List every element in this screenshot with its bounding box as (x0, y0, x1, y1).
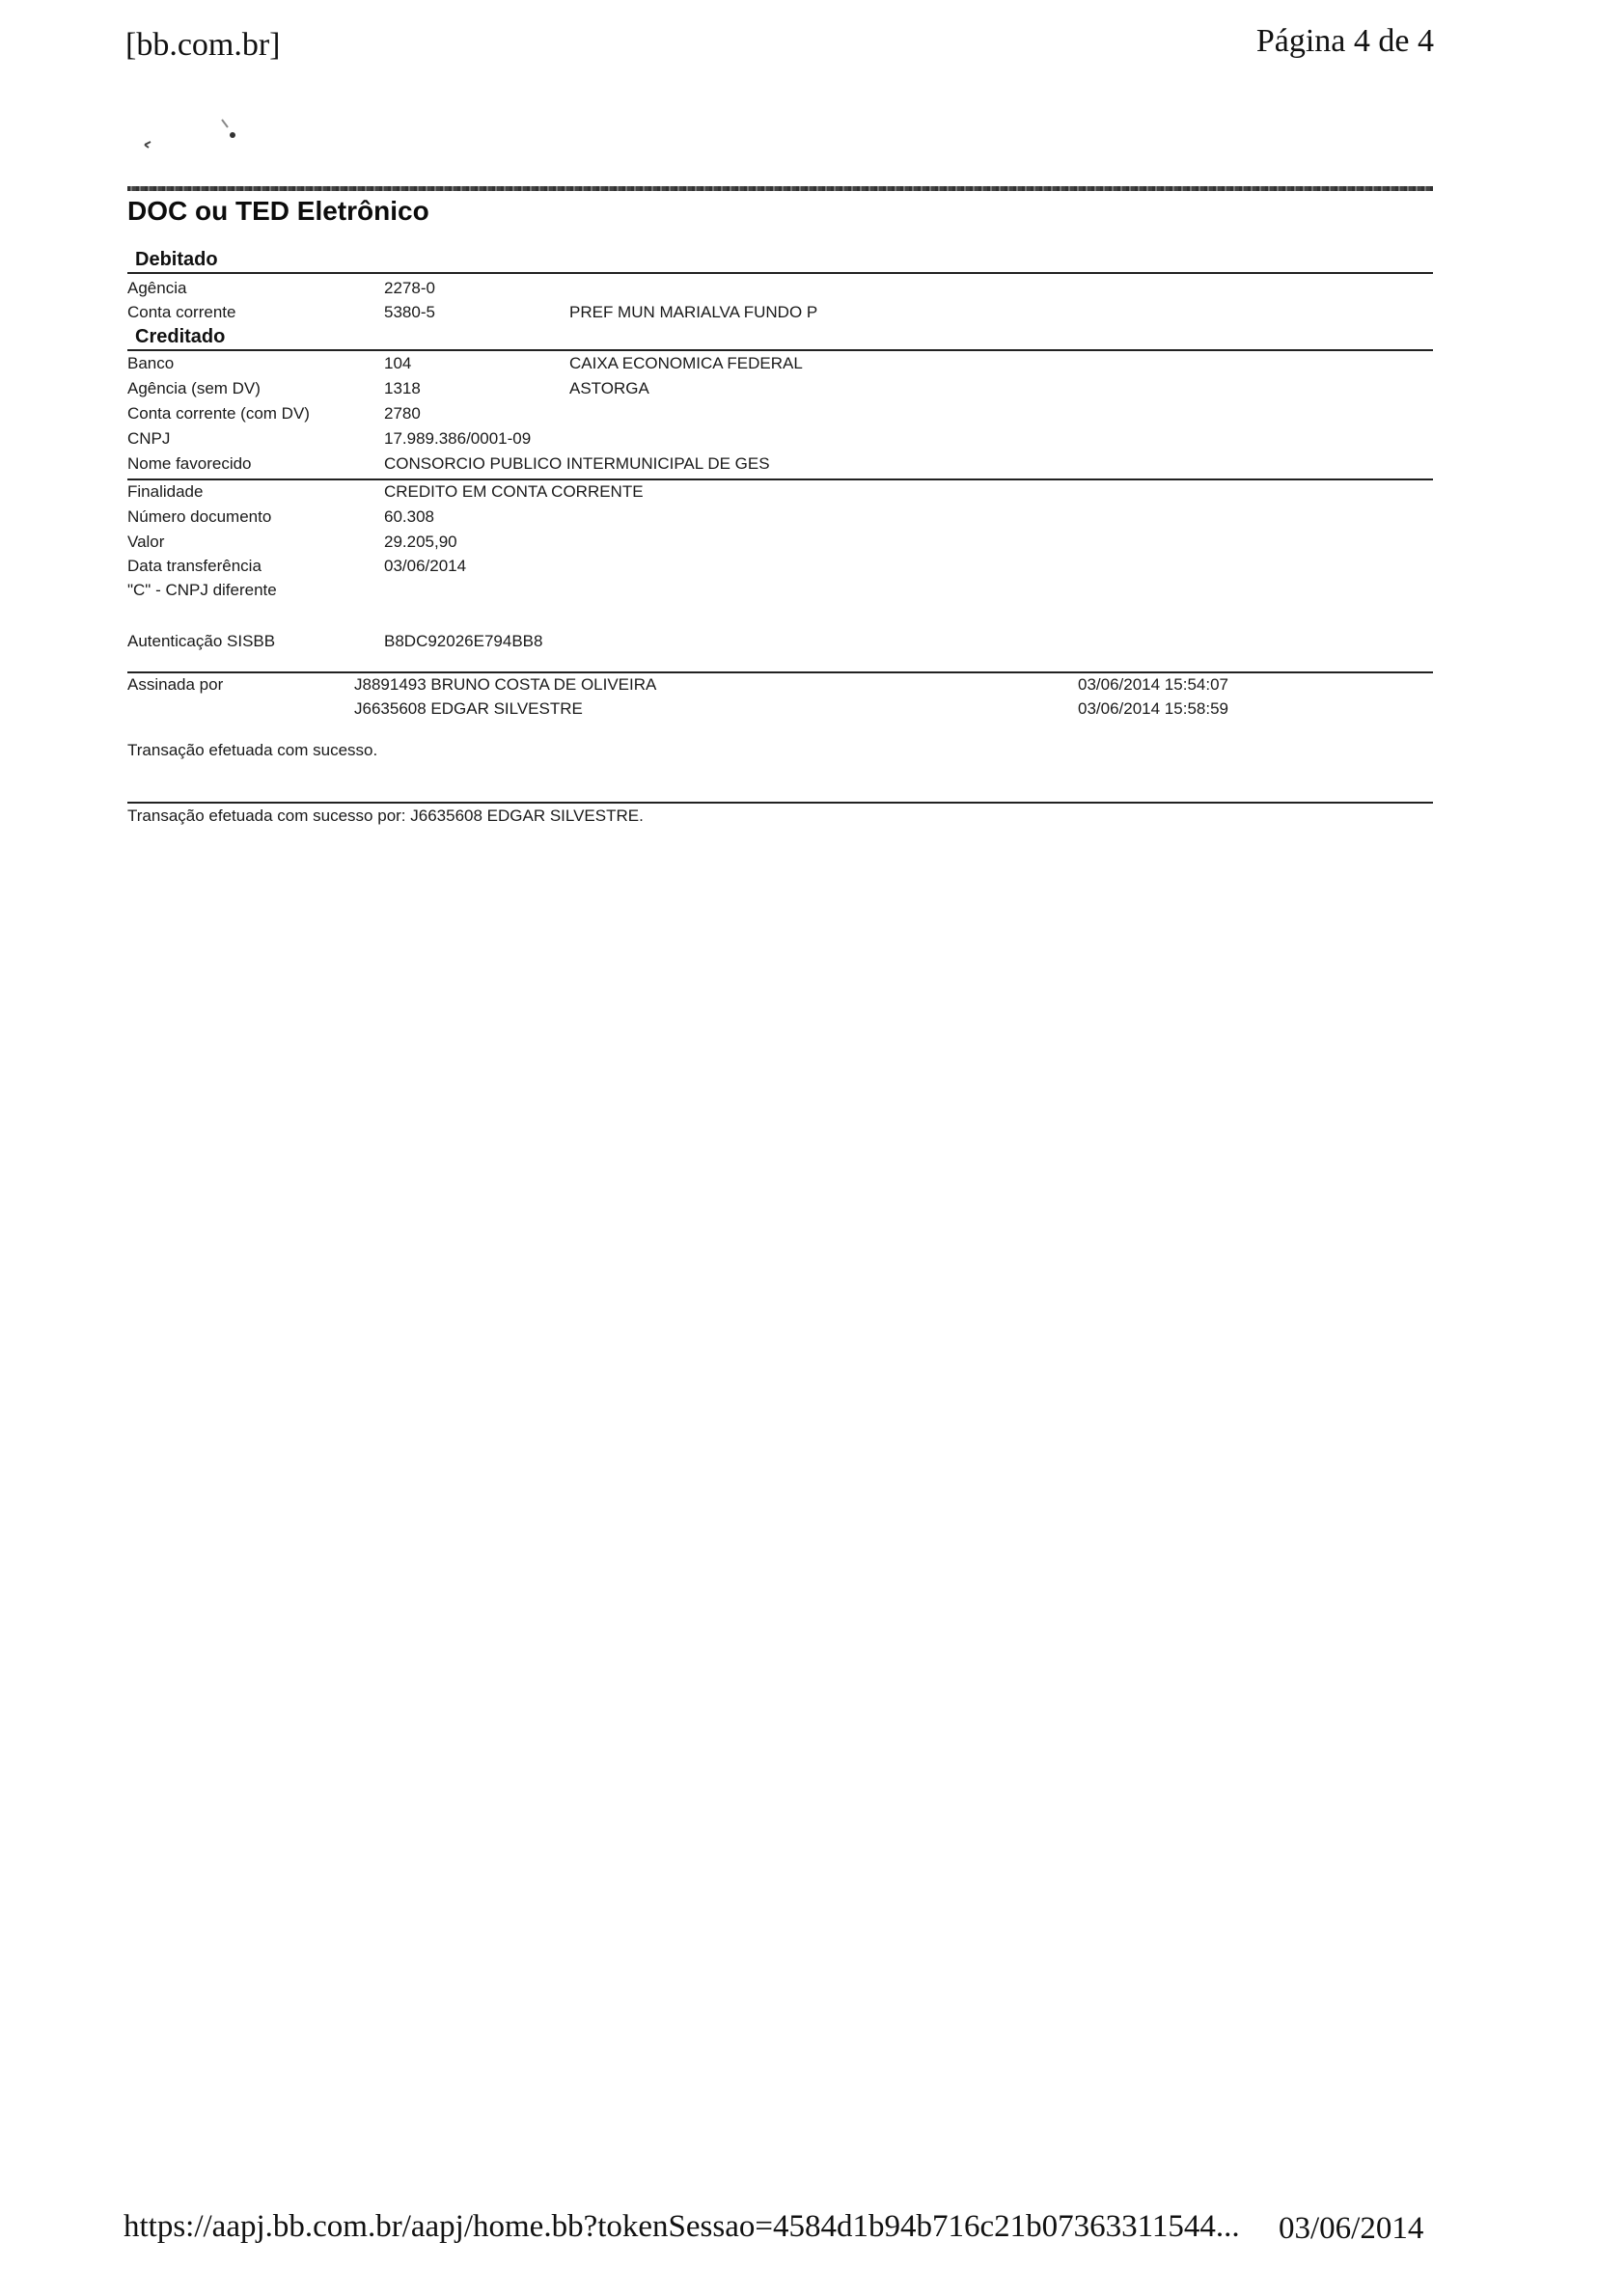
field-label: Número documento (127, 507, 272, 526)
field-label: Conta corrente (com DV) (127, 404, 310, 423)
field-extra: CAIXA ECONOMICA FEDERAL (569, 354, 803, 372)
final-message: Transação efetuada com sucesso por: J6635608 EDGAR SILVESTRE. (127, 806, 644, 825)
divider-creditado (127, 349, 1433, 351)
signer-timestamp: 03/06/2014 15:54:07 (1078, 675, 1228, 694)
field-label: Valor (127, 533, 165, 551)
field-value: CONSORCIO PUBLICO INTERMUNICIPAL DE GES (384, 454, 770, 473)
document-title: DOC ou TED Eletrônico (127, 196, 429, 226)
signer-name: J6635608 EDGAR SILVESTRE (354, 699, 583, 718)
field-value: 17.989.386/0001-09 (384, 429, 532, 448)
field-label: Banco (127, 354, 175, 372)
field-label: Conta corrente (127, 303, 236, 321)
field-label: Data transferência (127, 557, 262, 575)
divider-signatures (127, 671, 1433, 673)
details-row-numero-documento (127, 507, 1433, 531)
field-value: 1318 (384, 379, 421, 397)
debitado-row-conta-corrente (127, 303, 1433, 326)
field-label: Nome favorecido (127, 454, 252, 473)
details-row-data-transferencia (127, 557, 1433, 580)
field-label: Assinada por (127, 675, 224, 694)
site-label: [bb.com.br] (125, 27, 281, 63)
field-value: CREDITO EM CONTA CORRENTE (384, 482, 644, 501)
section-label-debitado: Debitado (135, 249, 218, 270)
details-row-finalidade (127, 482, 1433, 506)
signer-timestamp: 03/06/2014 15:58:59 (1078, 699, 1228, 718)
signer-row (127, 675, 1433, 698)
debitado-row-agencia (127, 279, 1433, 302)
footer-date: 03/06/2014 (1279, 2211, 1424, 2246)
field-label: "C" - CNPJ diferente (127, 581, 277, 599)
creditado-row-banco (127, 354, 1433, 377)
divider-details (127, 478, 1433, 480)
field-label: CNPJ (127, 429, 171, 448)
details-row-valor (127, 533, 1433, 556)
field-value: 03/06/2014 (384, 557, 467, 575)
creditado-row-conta-corrente (127, 404, 1433, 427)
field-value: 60.308 (384, 507, 434, 526)
field-label: Finalidade (127, 482, 204, 501)
creditado-row-cnpj (127, 429, 1433, 452)
section-label-creditado: Creditado (135, 326, 226, 347)
field-label: Agência (127, 279, 187, 297)
field-value: 2780 (384, 404, 421, 423)
field-label: Autenticação SISBB (127, 632, 276, 650)
footer-url: https://aapj.bb.com.br/aapj/home.bb?tokenSessao=4584d1b94b716c21b07363311544... (124, 2209, 1240, 2244)
creditado-row-nome-favorecido (127, 454, 1433, 478)
page-indicator: Página 4 de 4 (1255, 23, 1434, 59)
top-rule (127, 186, 1433, 191)
autenticacao-row (127, 632, 1433, 655)
field-value: 29.205,90 (384, 533, 457, 551)
field-value: 2278-0 (384, 279, 435, 297)
field-label: Agência (sem DV) (127, 379, 261, 397)
status-message: Transação efetuada com sucesso. (127, 741, 378, 759)
field-value: B8DC92026E794BB8 (384, 632, 543, 650)
details-row-cnpj-diferente (127, 581, 1433, 604)
signer-row (127, 699, 1433, 723)
signer-name: J8891493 BRUNO COSTA DE OLIVEIRA (354, 675, 657, 694)
field-extra: PREF MUN MARIALVA FUNDO P (569, 303, 818, 321)
scan-artifact-marks (135, 116, 251, 164)
divider-debitado (127, 272, 1433, 274)
creditado-row-agencia (127, 379, 1433, 402)
field-value: 104 (384, 354, 412, 372)
divider-final (127, 802, 1433, 804)
field-value: 5380-5 (384, 303, 435, 321)
field-extra: ASTORGA (569, 379, 649, 397)
